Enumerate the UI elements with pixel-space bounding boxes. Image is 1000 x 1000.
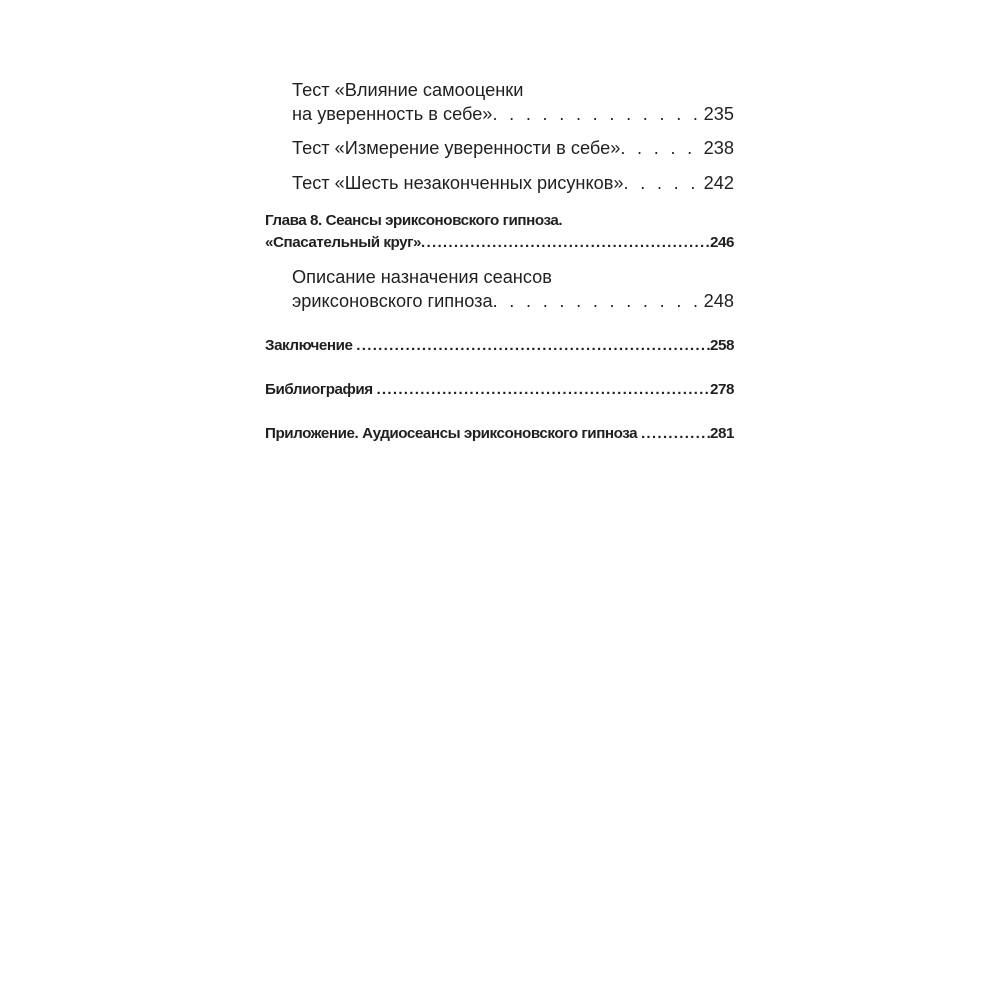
toc-entry-appendix bbox=[265, 423, 734, 445]
dot-leader bbox=[492, 103, 697, 127]
toc-entry-conclusion bbox=[265, 335, 734, 357]
toc-entry-title: Заключение bbox=[265, 337, 357, 354]
toc-entry-title: Тест «Измерение уверенности в себе» bbox=[292, 138, 621, 158]
toc-entry-title: Глава 8. Сеансы эриксоновского гипноза. bbox=[265, 212, 563, 229]
toc-entry-title: Тест «Влияние самооценки bbox=[292, 80, 524, 100]
toc-entry-test-drawings bbox=[265, 172, 734, 196]
toc-entry-title: на уверенность в себе» bbox=[292, 103, 493, 124]
toc-entry-title: Библиография bbox=[265, 381, 377, 398]
toc-page-number: 281 bbox=[710, 425, 734, 442]
toc-entry-title: Приложение. Аудиосеансы эриксоновского гипноза bbox=[265, 425, 641, 442]
dot-leader bbox=[620, 137, 697, 161]
dot-leader bbox=[376, 379, 710, 401]
dot-leader bbox=[493, 290, 698, 314]
table-of-contents bbox=[265, 79, 734, 445]
toc-entry-title: «Спасательный круг» bbox=[265, 234, 422, 251]
toc-page-number: 248 bbox=[703, 290, 734, 311]
toc-entry-title: эриксоновского гипноза bbox=[292, 290, 493, 311]
toc-entry-title: Тест «Шесть незаконченных рисунков» bbox=[292, 172, 624, 193]
toc-page-number: 258 bbox=[710, 337, 734, 354]
toc-entry-session-description bbox=[265, 266, 734, 313]
toc-page-number: 242 bbox=[703, 172, 734, 193]
toc-entry-test-confidence bbox=[265, 137, 734, 161]
toc-entry-chapter-8 bbox=[265, 210, 734, 254]
toc-page-number: 246 bbox=[710, 234, 734, 251]
toc-page-number: 238 bbox=[703, 138, 734, 158]
dot-leader bbox=[641, 423, 710, 445]
toc-entry-title: Описание назначения сеансов bbox=[292, 267, 552, 287]
toc-page-number: 235 bbox=[703, 103, 734, 124]
toc-entry-bibliography bbox=[265, 379, 734, 401]
toc-entry-test-self-esteem bbox=[265, 79, 734, 126]
dot-leader bbox=[624, 172, 698, 196]
dot-leader bbox=[421, 232, 710, 254]
dot-leader bbox=[356, 335, 710, 357]
toc-page-number: 278 bbox=[710, 381, 734, 398]
